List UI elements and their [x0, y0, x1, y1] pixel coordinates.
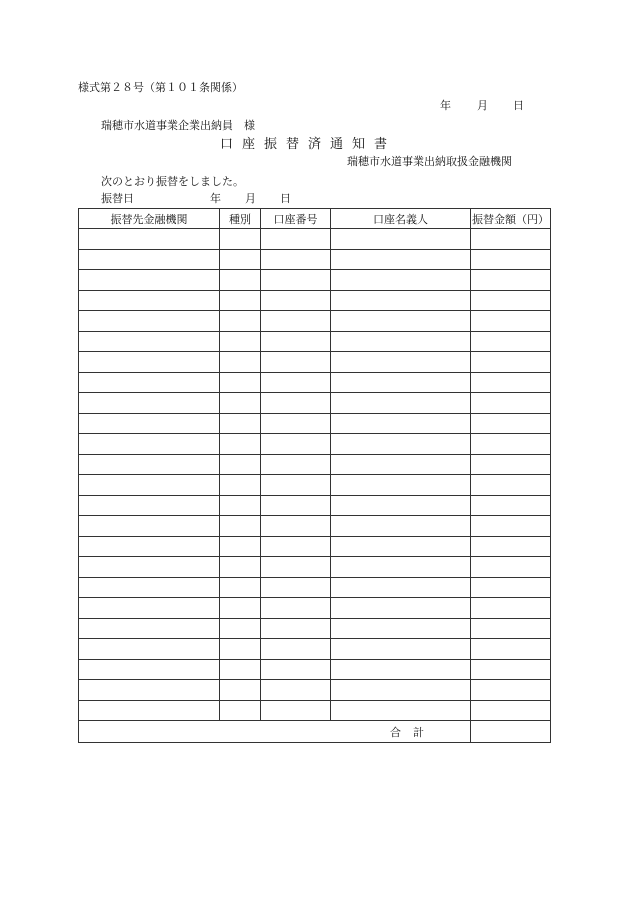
- table-row: [79, 536, 551, 557]
- amount-cell[interactable]: [471, 516, 551, 537]
- issuer: 瑞穂市水道事業出納取扱金融機関: [347, 155, 512, 168]
- amount-cell[interactable]: [471, 249, 551, 270]
- bank-cell[interactable]: [79, 516, 220, 537]
- bank-cell[interactable]: [79, 229, 220, 250]
- amount-cell[interactable]: [471, 577, 551, 598]
- type-cell[interactable]: [220, 270, 261, 291]
- amount-cell[interactable]: [471, 475, 551, 496]
- type-cell[interactable]: [220, 700, 261, 721]
- table-row: [79, 270, 551, 291]
- table-row: [79, 311, 551, 332]
- account-holder-cell[interactable]: [331, 598, 471, 619]
- account-holder-cell[interactable]: [331, 700, 471, 721]
- type-cell[interactable]: [220, 249, 261, 270]
- table-row: [79, 495, 551, 516]
- table-row: [79, 352, 551, 373]
- bank-cell[interactable]: [79, 270, 220, 291]
- account-number-cell[interactable]: [261, 475, 331, 496]
- account-holder-cell[interactable]: [331, 249, 471, 270]
- amount-cell[interactable]: [471, 393, 551, 414]
- amount-cell[interactable]: [471, 598, 551, 619]
- amount-cell[interactable]: [471, 618, 551, 639]
- bank-cell[interactable]: [79, 536, 220, 557]
- amount-cell[interactable]: [471, 331, 551, 352]
- bank-cell[interactable]: [79, 557, 220, 578]
- account-holder-cell[interactable]: [331, 270, 471, 291]
- bank-cell[interactable]: [79, 495, 220, 516]
- account-number-cell[interactable]: [261, 557, 331, 578]
- account-holder-cell[interactable]: [331, 290, 471, 311]
- table-row: [79, 372, 551, 393]
- bank-cell[interactable]: [79, 598, 220, 619]
- type-cell[interactable]: [220, 352, 261, 373]
- account-number-cell[interactable]: [261, 700, 331, 721]
- amount-cell[interactable]: [471, 557, 551, 578]
- bank-cell[interactable]: [79, 311, 220, 332]
- header-bank: 振替先金融機関: [79, 209, 220, 229]
- account-number-cell[interactable]: [261, 413, 331, 434]
- type-cell[interactable]: [220, 311, 261, 332]
- bank-cell[interactable]: [79, 290, 220, 311]
- account-holder-cell[interactable]: [331, 331, 471, 352]
- type-cell[interactable]: [220, 393, 261, 414]
- type-cell[interactable]: [220, 618, 261, 639]
- account-number-cell[interactable]: [261, 229, 331, 250]
- header-amount: 振替金額（円）: [471, 209, 551, 229]
- account-holder-cell[interactable]: [331, 516, 471, 537]
- table-row: [79, 680, 551, 701]
- bank-cell[interactable]: [79, 700, 220, 721]
- bank-cell[interactable]: [79, 639, 220, 660]
- bank-cell[interactable]: [79, 372, 220, 393]
- table-body: [79, 229, 551, 721]
- account-number-cell[interactable]: [261, 577, 331, 598]
- account-holder-cell[interactable]: [331, 557, 471, 578]
- table-header-row: [79, 209, 551, 229]
- amount-cell[interactable]: [471, 413, 551, 434]
- total-amount-cell[interactable]: [471, 721, 551, 743]
- account-number-cell[interactable]: [261, 311, 331, 332]
- table-row: [79, 290, 551, 311]
- amount-cell[interactable]: [471, 270, 551, 291]
- total-label: 合計: [79, 721, 471, 743]
- account-holder-cell[interactable]: [331, 639, 471, 660]
- type-cell[interactable]: [220, 372, 261, 393]
- account-holder-cell[interactable]: [331, 680, 471, 701]
- amount-cell[interactable]: [471, 639, 551, 660]
- amount-cell[interactable]: [471, 372, 551, 393]
- amount-cell[interactable]: [471, 290, 551, 311]
- table-row: [79, 229, 551, 250]
- issue-date-day-label: 日: [513, 99, 524, 112]
- table-row: [79, 475, 551, 496]
- amount-cell[interactable]: [471, 700, 551, 721]
- issue-date-year-label: 年: [440, 99, 451, 112]
- account-number-cell[interactable]: [261, 639, 331, 660]
- header-account-holder: 口座名義人: [331, 209, 471, 229]
- account-number-cell[interactable]: [261, 536, 331, 557]
- account-holder-cell[interactable]: [331, 454, 471, 475]
- account-number-cell[interactable]: [261, 598, 331, 619]
- table-row: [79, 618, 551, 639]
- type-cell[interactable]: [220, 577, 261, 598]
- bank-cell[interactable]: [79, 454, 220, 475]
- type-cell[interactable]: [220, 475, 261, 496]
- bank-cell[interactable]: [79, 475, 220, 496]
- type-cell[interactable]: [220, 229, 261, 250]
- bank-cell[interactable]: [79, 413, 220, 434]
- table-row: [79, 598, 551, 619]
- account-number-cell[interactable]: [261, 516, 331, 537]
- document-title: 口座振替済通知書: [220, 137, 397, 152]
- header-type: 種別: [220, 209, 261, 229]
- account-number-cell[interactable]: [261, 618, 331, 639]
- table-row: [79, 393, 551, 414]
- account-number-cell[interactable]: [261, 331, 331, 352]
- type-cell[interactable]: [220, 659, 261, 680]
- type-cell[interactable]: [220, 454, 261, 475]
- account-holder-cell[interactable]: [331, 434, 471, 455]
- type-cell[interactable]: [220, 290, 261, 311]
- amount-cell[interactable]: [471, 454, 551, 475]
- table-row: [79, 639, 551, 660]
- table-row: [79, 577, 551, 598]
- bank-cell[interactable]: [79, 352, 220, 373]
- type-cell[interactable]: [220, 536, 261, 557]
- table-row: [79, 659, 551, 680]
- transfer-date: [101, 193, 301, 207]
- amount-cell[interactable]: [471, 659, 551, 680]
- account-holder-cell[interactable]: [331, 495, 471, 516]
- account-holder-cell[interactable]: [331, 311, 471, 332]
- account-number-cell[interactable]: [261, 434, 331, 455]
- account-holder-cell[interactable]: [331, 413, 471, 434]
- amount-cell[interactable]: [471, 229, 551, 250]
- account-holder-cell[interactable]: [331, 659, 471, 680]
- account-number-cell[interactable]: [261, 270, 331, 291]
- issue-date: [440, 100, 530, 114]
- transfer-date-label: 振替日: [101, 192, 134, 205]
- header-account-number: 口座番号: [261, 209, 331, 229]
- table-row: [79, 331, 551, 352]
- account-number-cell[interactable]: [261, 352, 331, 373]
- amount-cell[interactable]: [471, 434, 551, 455]
- bank-cell[interactable]: [79, 659, 220, 680]
- account-holder-cell[interactable]: [331, 577, 471, 598]
- table-row: [79, 557, 551, 578]
- table-row: [79, 454, 551, 475]
- transfer-table: [78, 208, 551, 743]
- bank-cell[interactable]: [79, 618, 220, 639]
- amount-cell[interactable]: [471, 495, 551, 516]
- account-number-cell[interactable]: [261, 680, 331, 701]
- issue-date-month-label: 月: [477, 99, 488, 112]
- account-holder-cell[interactable]: [331, 229, 471, 250]
- type-cell[interactable]: [220, 495, 261, 516]
- amount-cell[interactable]: [471, 680, 551, 701]
- amount-cell[interactable]: [471, 311, 551, 332]
- type-cell[interactable]: [220, 680, 261, 701]
- account-number-cell[interactable]: [261, 372, 331, 393]
- transfer-date-day-label: 日: [280, 192, 291, 205]
- bank-cell[interactable]: [79, 393, 220, 414]
- amount-cell[interactable]: [471, 536, 551, 557]
- type-cell[interactable]: [220, 557, 261, 578]
- type-cell[interactable]: [220, 516, 261, 537]
- account-holder-cell[interactable]: [331, 475, 471, 496]
- table-row: [79, 434, 551, 455]
- form-number: 様式第２８号（第１０１条関係）: [78, 81, 243, 94]
- table-row: [79, 516, 551, 537]
- amount-cell[interactable]: [471, 352, 551, 373]
- type-cell[interactable]: [220, 598, 261, 619]
- addressee: 瑞穂市水道事業企業出納員 様: [101, 119, 255, 132]
- table-row: [79, 413, 551, 434]
- type-cell[interactable]: [220, 331, 261, 352]
- transfer-date-month-label: 月: [245, 192, 256, 205]
- bank-cell[interactable]: [79, 680, 220, 701]
- account-number-cell[interactable]: [261, 659, 331, 680]
- bank-cell[interactable]: [79, 331, 220, 352]
- account-holder-cell[interactable]: [331, 618, 471, 639]
- account-number-cell[interactable]: [261, 249, 331, 270]
- account-holder-cell[interactable]: [331, 352, 471, 373]
- bank-cell[interactable]: [79, 434, 220, 455]
- type-cell[interactable]: [220, 413, 261, 434]
- body-text: 次のとおり振替をしました。: [101, 175, 244, 188]
- table-row: [79, 700, 551, 721]
- account-holder-cell[interactable]: [331, 393, 471, 414]
- account-number-cell[interactable]: [261, 454, 331, 475]
- account-number-cell[interactable]: [261, 393, 331, 414]
- type-cell[interactable]: [220, 434, 261, 455]
- account-holder-cell[interactable]: [331, 372, 471, 393]
- account-number-cell[interactable]: [261, 290, 331, 311]
- transfer-date-year-label: 年: [210, 192, 221, 205]
- total-row: [79, 721, 551, 743]
- account-number-cell[interactable]: [261, 495, 331, 516]
- account-holder-cell[interactable]: [331, 536, 471, 557]
- table-row: [79, 249, 551, 270]
- bank-cell[interactable]: [79, 577, 220, 598]
- bank-cell[interactable]: [79, 249, 220, 270]
- type-cell[interactable]: [220, 639, 261, 660]
